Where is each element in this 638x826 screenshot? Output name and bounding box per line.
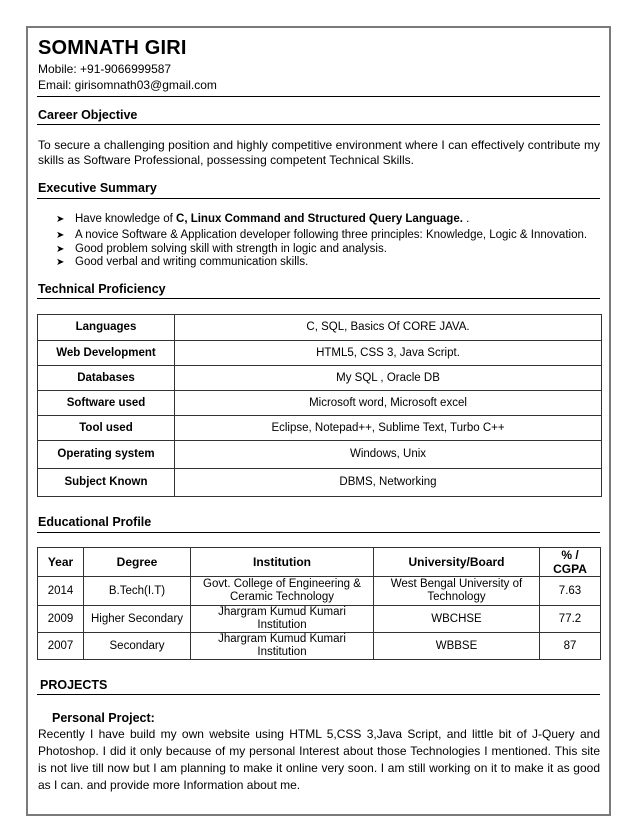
table-row: Web Development HTML5, CSS 3, Java Script. [38, 341, 602, 366]
table-row: Subject Known DBMS, Networking [38, 469, 602, 497]
education-heading: Educational Profile [38, 515, 152, 529]
divider [37, 532, 600, 533]
personal-project-heading: Personal Project: [52, 711, 155, 725]
technical-heading: Technical Proficiency [38, 282, 166, 296]
arrow-bullet-icon: ➤ [56, 230, 65, 241]
summary-item: ➤ Good verbal and writing communication skills. [56, 256, 309, 268]
divider [37, 298, 600, 299]
candidate-name: SOMNATH GIRI [38, 37, 187, 59]
arrow-bullet-icon: ➤ [56, 214, 65, 225]
table-row: Operating system Windows, Unix [38, 441, 602, 469]
table-row: 2007 Secondary Jhargram Kumud Kumari Institution WBBSE 87 [38, 633, 601, 660]
table-row: Databases My SQL , Oracle DB [38, 366, 602, 391]
career-heading: Career Objective [38, 108, 138, 122]
mobile: Mobile: +91-9066999587 [38, 62, 172, 76]
table-row: Software used Microsoft word, Microsoft excel [38, 391, 602, 416]
arrow-bullet-icon: ➤ [56, 244, 65, 255]
email: Email: girisomnath03@gmail.com [38, 78, 217, 92]
divider [37, 198, 600, 199]
table-row: 2009 Higher Secondary Jhargram Kumud Kumari Institution WBCHSE 77.2 [38, 606, 601, 633]
technical-table [37, 314, 602, 497]
project-text: Recently I have build my own website using HTML 5,CSS 3,Java Script, and little bit of J-Query and Photoshop. I did it only because of my personal Interest about those Technologies I mentioned. This site is not live till now but I am planning to make it online very soon. I am still working on it to make it as good as I can. and provide more Information about me. [38, 727, 600, 792]
summary-item: ➤ Good problem solving skill with strength in logic and analysis. [56, 243, 387, 255]
education-table [37, 547, 601, 660]
table-header-row: Year Degree Institution University/Board % / CGPA [38, 548, 601, 577]
divider [37, 96, 600, 97]
projects-heading: PROJECTS [40, 678, 108, 692]
career-text: To secure a challenging position and highly competitive environment where I can effectively contribute my skills as Software Professional, possessing competent Technical Skills. [38, 138, 600, 167]
table-row: Languages C, SQL, Basics Of CORE JAVA. [38, 315, 602, 341]
divider [37, 694, 600, 695]
arrow-bullet-icon: ➤ [56, 257, 65, 268]
divider [37, 124, 600, 125]
summary-heading: Executive Summary [38, 181, 157, 195]
summary-item: ➤ A novice Software & Application developer following three principles: Knowledge, Logic & Innovation. [56, 229, 588, 241]
table-row: Tool used Eclipse, Notepad++, Sublime Text, Turbo C++ [38, 416, 602, 441]
table-row: 2014 B.Tech(I.T) Govt. College of Engineering & Ceramic Technology West Bengal University of Technology 7.63 [38, 577, 601, 606]
summary-item: ➤ Have knowledge of C, Linux Command and Structured Query Language. . [56, 213, 470, 225]
